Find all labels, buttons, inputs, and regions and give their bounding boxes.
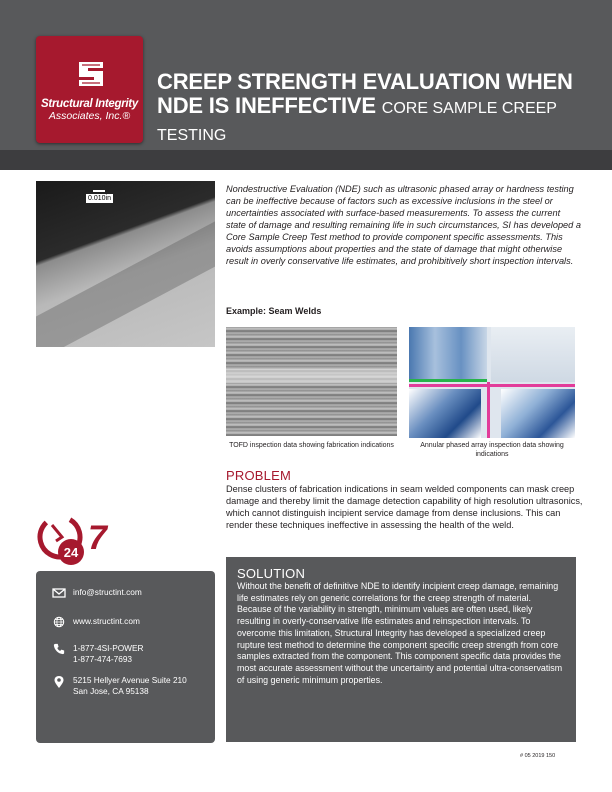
contact-phone-1[interactable]: 1-877-4SI-POWER	[73, 643, 144, 653]
paut-green-line	[409, 379, 487, 382]
page-title-line2	[157, 94, 612, 148]
si-logo-mark-icon	[76, 60, 106, 88]
contact-address-2: San Jose, CA 95138	[73, 685, 149, 696]
solution-heading: SOLUTION	[237, 566, 306, 581]
paut-panel-3	[409, 389, 481, 438]
24-7-service-logo	[36, 509, 116, 569]
location-pin-icon	[52, 675, 66, 689]
tofd-caption: TOFD inspection data showing fabrication indications	[229, 442, 394, 449]
24-7-hours-label: 24	[63, 545, 79, 560]
paut-panel-1	[409, 327, 487, 382]
paut-panel-2	[491, 327, 575, 382]
page-subtitle: CORE SAMPLE CREEP TESTING	[157, 100, 557, 144]
scale-bar	[93, 190, 105, 192]
solution-paragraph: Without the benefit of definitive NDE to identify incipient creep damage, remaining life estimates rely on generic correlations for the creep strength of material. Because of the variability in strength, minimum values are often used, likely resulting in overly-conservative life estimates and reinspection intervals. To overcome this limitation, Structural Integrity has developed a specialized creep rupture test method to determine the component specific creep strength from core samples extracted from the component. This component specific data provides the most accurate assessment without the uncertainty and potential ultra-conservatism of using generic minimum properties.	[237, 581, 563, 685]
header-strip	[0, 150, 612, 170]
paut-panel-4	[501, 389, 575, 438]
page-title-line2-text: NDE IS INEFFECTIVE	[157, 93, 376, 118]
paut-vertical-cursor	[487, 382, 490, 438]
scale-label: 0.010in	[88, 195, 111, 202]
globe-icon	[52, 616, 66, 628]
problem-paragraph: Dense clusters of fabrication indications in seam welded components can mask creep damage and thereby limit the damage detection capability of high resolution ultrasonics, which cannot distinguish incipient service damage from dense inclusions. This can render these techniques ineffective in assessing the health of the weld.	[226, 484, 583, 530]
phone-icon	[52, 643, 66, 655]
problem-heading: PROBLEM	[226, 468, 291, 483]
email-icon	[52, 587, 66, 599]
page-title	[157, 70, 612, 148]
example-heading: Example: Seam Welds	[226, 306, 322, 316]
contact-panel	[36, 571, 215, 743]
contact-address-1: 5215 Hellyer Avenue Suite 210	[73, 675, 187, 685]
company-logo	[36, 36, 143, 143]
24-7-days-label: 7	[88, 519, 107, 557]
contact-phone-2[interactable]: 1-877-474-7693	[73, 653, 133, 664]
logo-company-suffix: Associates, Inc.®	[48, 110, 131, 122]
phased-array-caption: Annular phased array inspection data showing indications	[420, 442, 564, 458]
contact-email[interactable]: info@structint.com	[73, 587, 142, 597]
macro-photo-band	[36, 212, 215, 347]
tofd-mid-band	[226, 369, 397, 383]
page-title-line1: CREEP STRENGTH EVALUATION WHEN	[157, 69, 573, 94]
tofd-inspection-image	[226, 327, 397, 436]
paut-horizontal-cursor	[409, 384, 575, 387]
weld-macro-photo	[36, 181, 215, 347]
document-code: # 05 2019 150	[520, 753, 556, 759]
contact-website[interactable]: www.structint.com	[73, 616, 140, 626]
intro-paragraph: Nondestructive Evaluation (NDE) such as ultrasonic phased array or hardness testing can be ineffective because of factors such as excessive inclusions in the steel or uncertainties associated with surface-based measurements. To assess the current state of damage and resulting remaining life in such circumstances, SI has developed a Core Sample Creep Test method to provide component specific assessments. This avoids assumptions about properties and the state of damage that might otherwise result in overly conservative life estimates, and prohibitively short inspection intervals.	[226, 184, 581, 266]
solution-panel	[226, 557, 576, 742]
logo-company-name: Structural Integrity	[41, 98, 138, 110]
phased-array-inspection-image	[409, 327, 575, 438]
